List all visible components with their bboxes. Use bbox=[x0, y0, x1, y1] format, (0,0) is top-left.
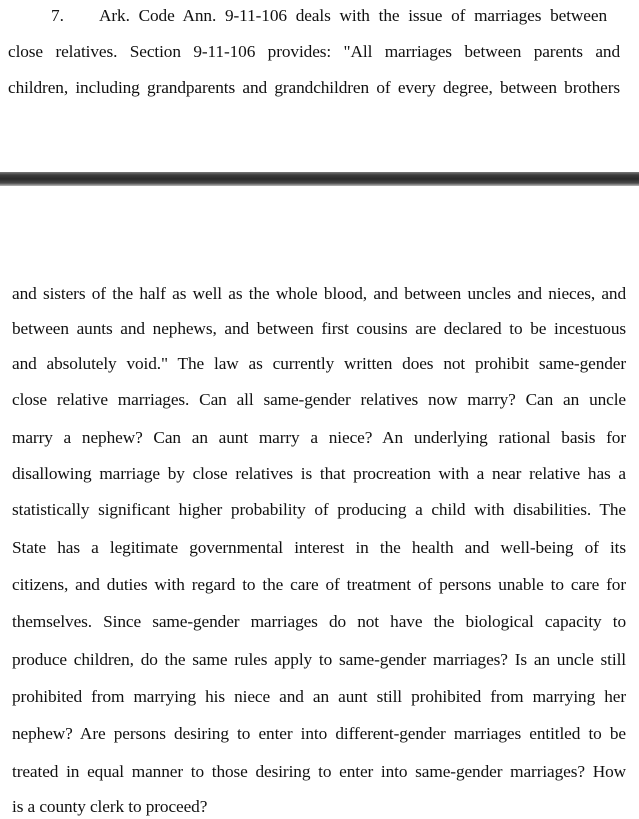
text-line: statistically significant higher probability of producing a child with disabilities. The bbox=[12, 500, 626, 519]
text-line: between aunts and nephews, and between first cousins are declared to be incestuous bbox=[12, 319, 626, 338]
text-line: and sisters of the half as well as the whole blood, and between uncles and nieces, and bbox=[12, 284, 626, 303]
text-line: prohibited from marrying his niece and an aunt still prohibited from marrying her bbox=[12, 687, 626, 706]
text-line: disallowing marriage by close relatives is that procreation with a near relative has a bbox=[12, 464, 626, 483]
text-line: close relative marriages. Can all same-gender relatives now marry? Can an uncle bbox=[12, 390, 626, 409]
text-line: nephew? Are persons desiring to enter into different-gender marriages entitled to be bbox=[12, 724, 626, 743]
text-line: themselves. Since same-gender marriages do not have the biological capacity to bbox=[12, 612, 626, 631]
text-line: and absolutely void." The law as currently written does not prohibit same-gender bbox=[12, 354, 626, 373]
text-line: Ark. Code Ann. 9-11-106 deals with the issue of marriages between bbox=[99, 6, 607, 25]
text-line: marry a nephew? Can an aunt marry a niece? An underlying rational basis for bbox=[12, 428, 626, 447]
text-line: treated in equal manner to those desiring to enter into same-gender marriages? How bbox=[12, 762, 626, 781]
text-line: citizens, and duties with regard to the care of treatment of persons unable to care for bbox=[12, 575, 626, 594]
text-line: produce children, do the same rules apply to same-gender marriages? Is an uncle still bbox=[12, 650, 626, 669]
paragraph-number: 7. bbox=[51, 6, 64, 25]
text-line: is a county clerk to proceed? bbox=[12, 797, 208, 816]
text-line: children, including grandparents and grandchildren of every degree, between brothers bbox=[8, 78, 620, 97]
page-bottom-section bbox=[0, 186, 639, 819]
page-top-section bbox=[0, 0, 639, 172]
page-divider bbox=[0, 172, 639, 186]
text-line: State has a legitimate governmental interest in the health and well-being of its bbox=[12, 538, 626, 557]
text-line: close relatives. Section 9-11-106 provides: "All marriages between parents and bbox=[8, 42, 620, 61]
